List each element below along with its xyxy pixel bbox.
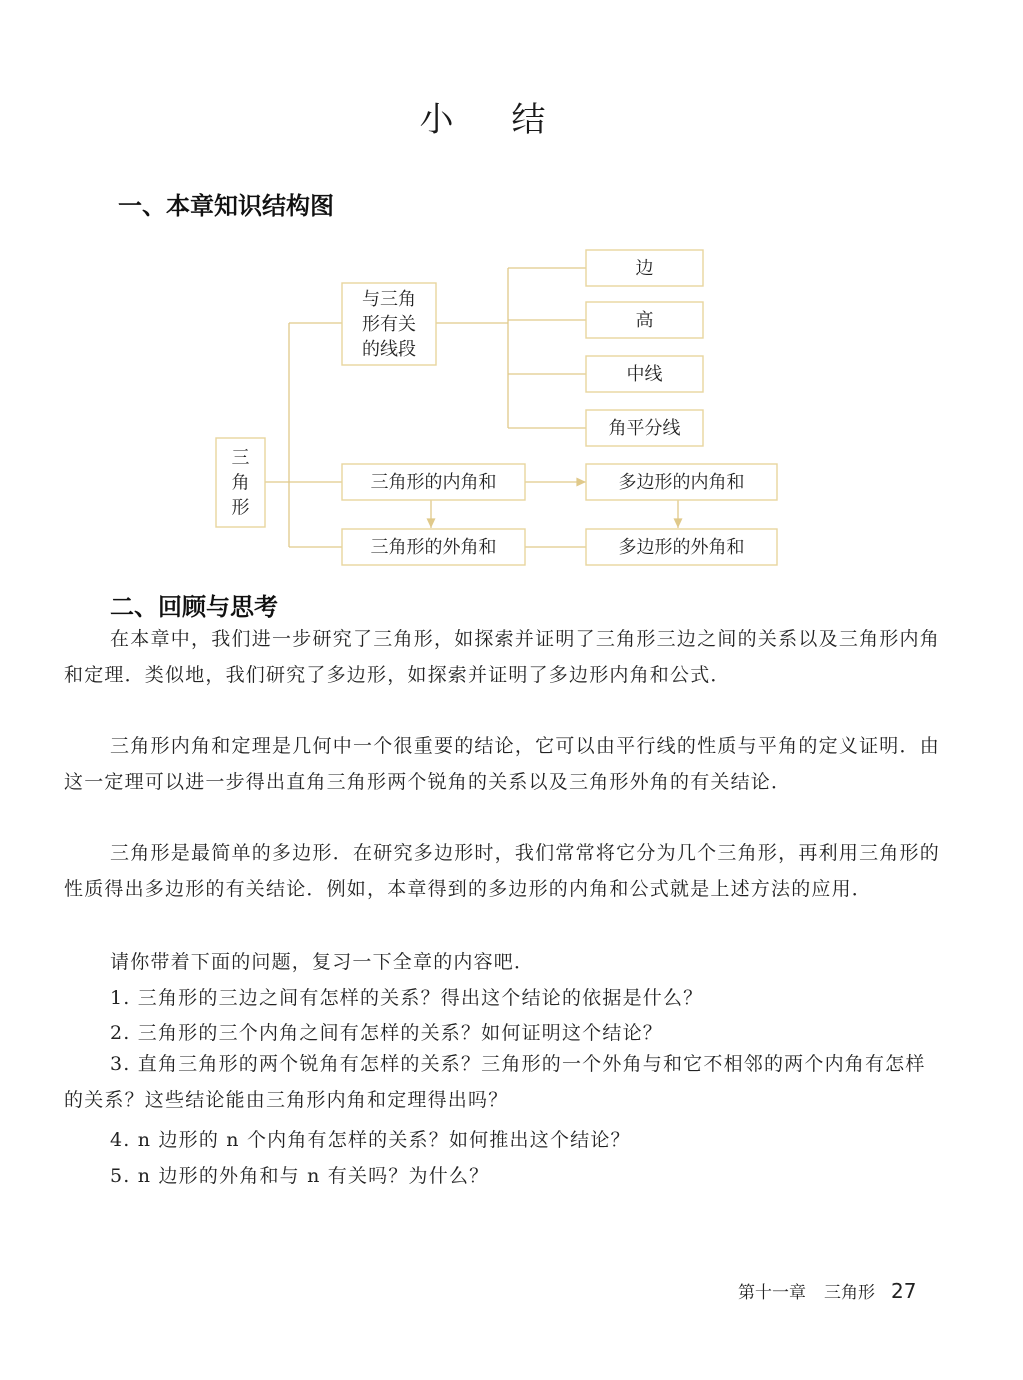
node-triangle-label: 三 — [231, 447, 250, 469]
page-title: 小结 — [419, 100, 604, 140]
node-polygon-exterior-sum — [586, 529, 777, 565]
node-triangle-label: 形 — [231, 497, 250, 519]
node-triangle-label: 角 — [231, 472, 250, 494]
question-item: 3. 直角三角形的两个锐角有怎样的关系？三角形的一个外角与和它不相邻的两个内角有怎样的关系？这些结论能由三角形内角和定理得出吗？ — [64, 1053, 926, 1111]
node-triangle — [216, 438, 265, 527]
paragraph: 在本章中，我们进一步研究了三角形，如探索并证明了三角形三边之间的关系以及三角形内角和定理．类似地，我们研究了多边形，如探索并证明了多边形内角和公式． — [64, 628, 940, 686]
node-polygon-exterior-sum-label: 多边形的外角和 — [618, 537, 745, 558]
node-height — [586, 302, 703, 338]
review-prompt: 请你带着下面的问题，复习一下全章的内容吧． — [110, 951, 535, 973]
node-triangle-interior-sum — [342, 464, 525, 500]
paragraph: 三角形内角和定理是几何中一个很重要的结论，它可以由平行线的性质与平角的定义证明．由这一定理可以进一步得出直角三角形两个锐角的关系以及三角形外角的有关结论． — [64, 735, 940, 793]
node-polygon-interior-sum — [586, 464, 777, 500]
node-angle-bisector — [586, 410, 703, 446]
arrow-interior-to-exterior — [427, 518, 436, 528]
node-triangle-exterior-sum — [342, 529, 525, 565]
question-item: 4. n 边形的 n 个内角有怎样的关系？如何推出这个结论？ — [110, 1129, 631, 1151]
page-footer — [738, 1278, 916, 1303]
arrow-polygon-interior-to-exterior — [674, 518, 683, 528]
node-related-segments-label: 的线段 — [362, 339, 416, 360]
node-triangle-interior-sum-label: 三角形的内角和 — [370, 472, 497, 493]
paragraph: 三角形是最简单的多边形．在研究多边形时，我们常常将它分为几个三角形，再利用三角形的性质得出多边形的有关结论．例如，本章得到的多边形的内角和公式就是上述方法的应用． — [64, 842, 940, 900]
section-heading-structure: 一、本章知识结构图 — [118, 192, 334, 220]
question-item: 2. 三角形的三个内角之间有怎样的关系？如何证明这个结论？ — [110, 1022, 663, 1044]
node-related-segments — [342, 283, 436, 365]
section-heading-review: 二、回顾与思考 — [110, 593, 278, 621]
node-triangle-exterior-sum-label: 三角形的外角和 — [370, 537, 497, 558]
node-related-segments-label: 形有关 — [362, 314, 416, 335]
node-side — [586, 250, 703, 286]
node-median — [586, 356, 703, 392]
node-related-segments-label: 与三角 — [362, 289, 416, 310]
diagram-nodes — [216, 250, 777, 565]
page-number: 27 — [891, 1279, 917, 1303]
node-angle-bisector-label: 角平分线 — [608, 418, 681, 439]
arrow-interior-to-polygon — [576, 478, 586, 487]
question-item: 5. n 边形的外角和与 n 有关吗？为什么？ — [110, 1165, 490, 1187]
node-height-label: 高 — [635, 310, 654, 331]
footer-topic: 三角形 — [824, 1283, 875, 1303]
node-polygon-interior-sum-label: 多边形的内角和 — [618, 472, 745, 493]
node-median-label: 中线 — [626, 364, 663, 385]
knowledge-structure-diagram — [0, 0, 1023, 580]
question-item: 1. 三角形的三边之间有怎样的关系？得出这个结论的依据是什么？ — [110, 987, 704, 1009]
footer-chapter: 第十一章 — [738, 1283, 806, 1303]
node-side-label: 边 — [635, 258, 654, 279]
